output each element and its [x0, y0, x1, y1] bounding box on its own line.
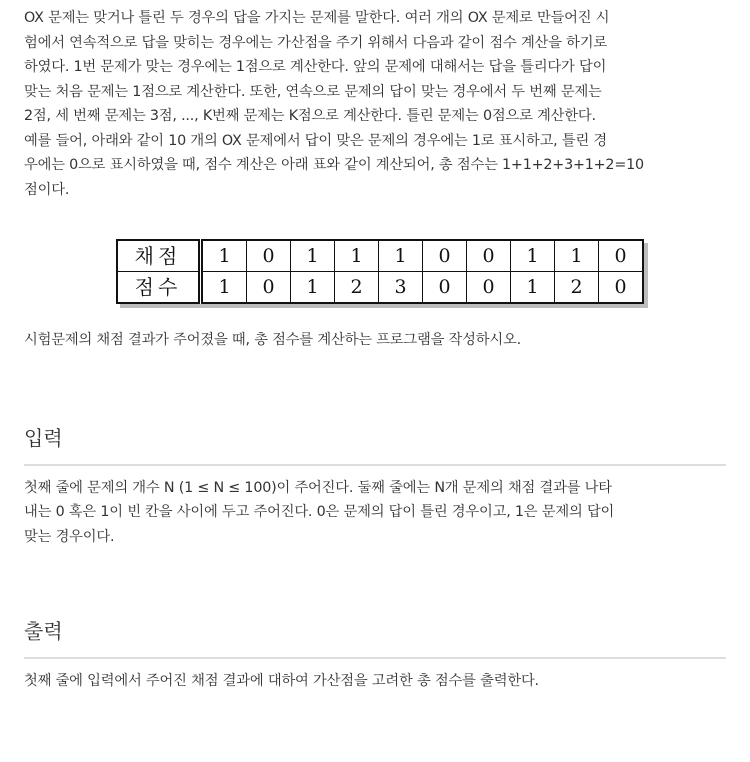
grading-cell: 0: [599, 240, 644, 272]
description-line: OX 문제는 맞거나 틀린 두 경우의 답을 가지는 문제를 말한다. 여러 개의 OX 문제로 만들어진 시: [24, 10, 610, 26]
output-description: [24, 669, 726, 694]
score-cell: 1: [201, 272, 247, 304]
score-cell: 2: [335, 272, 379, 304]
output-line: 첫째 줄에 입력에서 주어진 채점 결과에 대하여 가산점을 고려한 총 점수를 출력한다.: [24, 673, 539, 689]
grading-cell: 1: [291, 240, 335, 272]
grading-cell: 1: [379, 240, 423, 272]
grading-cell: 0: [467, 240, 511, 272]
input-description: [24, 476, 726, 550]
score-cell: 2: [555, 272, 599, 304]
output-section: [24, 615, 726, 694]
score-cell: 1: [291, 272, 335, 304]
description-line: 맞는 처음 문제는 1점으로 계산한다. 또한, 연속으로 문제의 답이 맞는 경우에서 두 번째 문제는: [24, 83, 602, 100]
score-cell: 0: [423, 272, 467, 304]
description-line: 점이다.: [24, 181, 70, 198]
score-row: [117, 272, 643, 304]
grading-row: [117, 240, 643, 272]
input-section-title: 입력: [24, 422, 726, 466]
score-table-figure: [116, 239, 656, 304]
grading-cell: 1: [555, 240, 599, 272]
score-cell: 3: [379, 272, 423, 304]
input-line: 맞는 경우이다.: [24, 528, 115, 545]
score-cell: 0: [247, 272, 291, 304]
grading-cell: 0: [247, 240, 291, 272]
description-line: 우에는 0으로 표시하였을 때, 점수 계산은 아래 표와 같이 계산되어, 총 점수는 1+1+2+3+1+2=10: [24, 157, 644, 173]
score-row-header: 점수: [117, 272, 201, 304]
input-line: 첫째 줄에 문제의 개수 N (1 ≤ N ≤ 100)이 주어진다. 둘째 줄에는 N개 문제의 채점 결과를 나타: [24, 479, 612, 496]
description-line: 험에서 연속적으로 답을 맞히는 경우에는 가산점을 주기 위해서 다음과 같이 점수 계산을 하기로: [24, 34, 607, 51]
description-line: 2점, 세 번째 문제는 3점, ..., K번째 문제는 K점으로 계산한다. 틀린 문제는 0점으로 계산한다.: [24, 108, 596, 124]
grading-row-header: 채점: [117, 240, 201, 272]
input-line: 내는 0 혹은 1이 빈 칸을 사이에 두고 주어진다. 0은 문제의 답이 틀린 경우이고, 1은 문제의 답이: [24, 504, 615, 520]
output-section-title: 출력: [24, 615, 726, 659]
score-cell: 0: [599, 272, 644, 304]
problem-description: [24, 6, 726, 202]
grading-cell: 0: [423, 240, 467, 272]
score-table: [116, 239, 644, 304]
description-line: 예를 들어, 아래와 같이 10 개의 OX 문제에서 답이 맞은 문제의 경우에는 1로 표시하고, 틀린 경: [24, 132, 608, 149]
input-section: [24, 422, 726, 550]
score-cell: 1: [511, 272, 555, 304]
score-cell: 0: [467, 272, 511, 304]
grading-cell: 1: [511, 240, 555, 272]
grading-cell: 1: [335, 240, 379, 272]
grading-cell: 1: [201, 240, 247, 272]
description-line: 하였다. 1번 문제가 맞는 경우에는 1점으로 계산한다. 앞의 문제에 대해서는 답을 틀리다가 답이: [24, 59, 607, 75]
task-statement: 시험문제의 채점 결과가 주어졌을 때, 총 점수를 계산하는 프로그램을 작성하시오.: [24, 332, 521, 348]
